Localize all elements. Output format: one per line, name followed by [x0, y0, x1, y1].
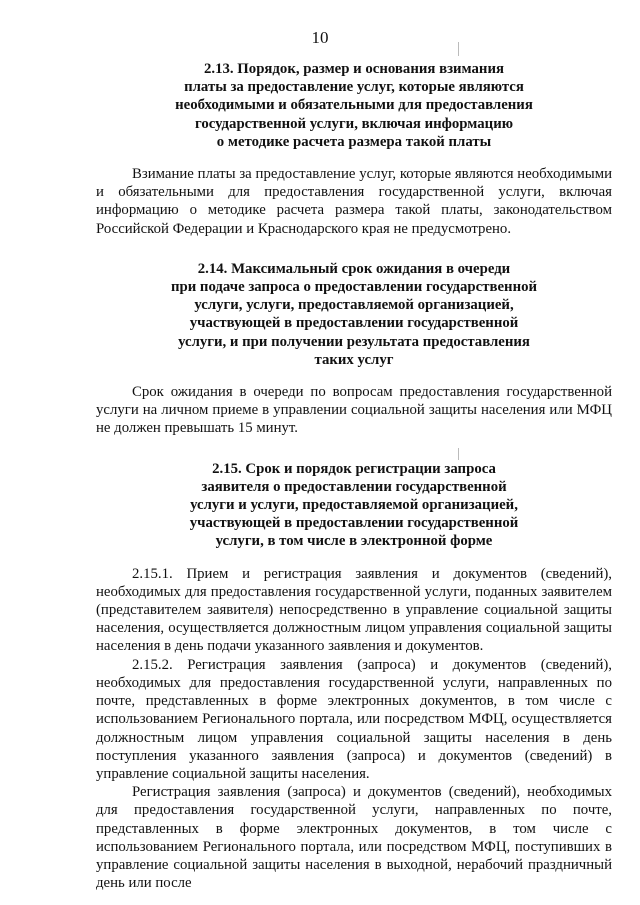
heading-line: необходимыми и обязательными для предоставления [175, 97, 533, 114]
page-number: 10 [311, 28, 329, 47]
paragraph: 2.15.2. Регистрация заявления (запроса) и документов (сведений), необходимых для предоставления государственной услуги, направленных по почте, представленных в форме электронных документов, в том числе с использованием Регионального портала, или посредством МФЦ, осуществляется должностным лицом управления социальной защиты населения в день поступления указанного заявления (запроса) и документов (сведений) в управление социальной защиты населения. [96, 656, 612, 782]
heading-line: услуги и услуги, предоставляемой организацией, [190, 497, 518, 514]
heading-line: государственной услуги, включая информацию [194, 115, 514, 132]
section-heading-2-15 [96, 460, 612, 551]
heading-line: заявителя о предоставлении государственной [201, 478, 507, 495]
heading-line: таких услуг [314, 351, 394, 368]
heading-line: 2.15. Срок и порядок регистрации запроса [212, 460, 496, 477]
heading-line: участвующей в предоставлении государственной [189, 315, 519, 332]
scan-mark [458, 42, 459, 56]
paragraph: 2.15.1. Прием и регистрация заявления и документов (сведений), необходимых для предоставления государственной услуги, поданных заявителем (представителем заявителя) непосредственно в управление социальной защиты населения, осуществляется должностным лицом управления социальной защиты населения в день подачи указанного заявления и документов. [96, 565, 612, 655]
heading-line: при подаче запроса о предоставлении государственной [170, 279, 538, 296]
heading-line: о методике расчета размера такой платы [216, 133, 492, 150]
section-heading-2-14 [96, 260, 612, 369]
document-body [96, 60, 612, 892]
heading-line: услуги, в том числе в электронной форме [215, 533, 493, 550]
heading-line: услуги, услуги, предоставляемой организацией, [194, 297, 514, 314]
paragraph: Взимание платы за предоставление услуг, которые являются необходимыми и обязательными для предоставления государственной услуги, включая информацию о методике расчета размера такой платы, законодательством Российской Федерации и Краснодарского края не предусмотрено. [96, 166, 612, 237]
heading-line: платы за предоставление услуг, которые являются [184, 79, 524, 96]
section-heading-2-13 [96, 60, 612, 151]
paragraph: Регистрация заявления (запроса) и документов (сведений), необходимых для предоставления государственной услуги, направленных по почте, представленных в форме электронных документов, в том числе с использованием Регионального портала, или посредством МФЦ, поступивших в управление социальной защиты населения в выходной, нерабочий праздничный день или после [96, 784, 612, 892]
heading-line: 2.14. Максимальный срок ожидания в очереди [197, 260, 511, 277]
heading-line: участвующей в предоставлении государственной [189, 515, 519, 532]
paragraph: Срок ожидания в очереди по вопросам предоставления государственной услуги на личном приеме в управлении социальной защиты населения или МФЦ не должен превышать 15 минут. [96, 384, 612, 437]
heading-line: услуги, и при получении результата предоставления [178, 333, 530, 350]
heading-line: 2.13. Порядок, размер и основания взимания [204, 61, 504, 77]
